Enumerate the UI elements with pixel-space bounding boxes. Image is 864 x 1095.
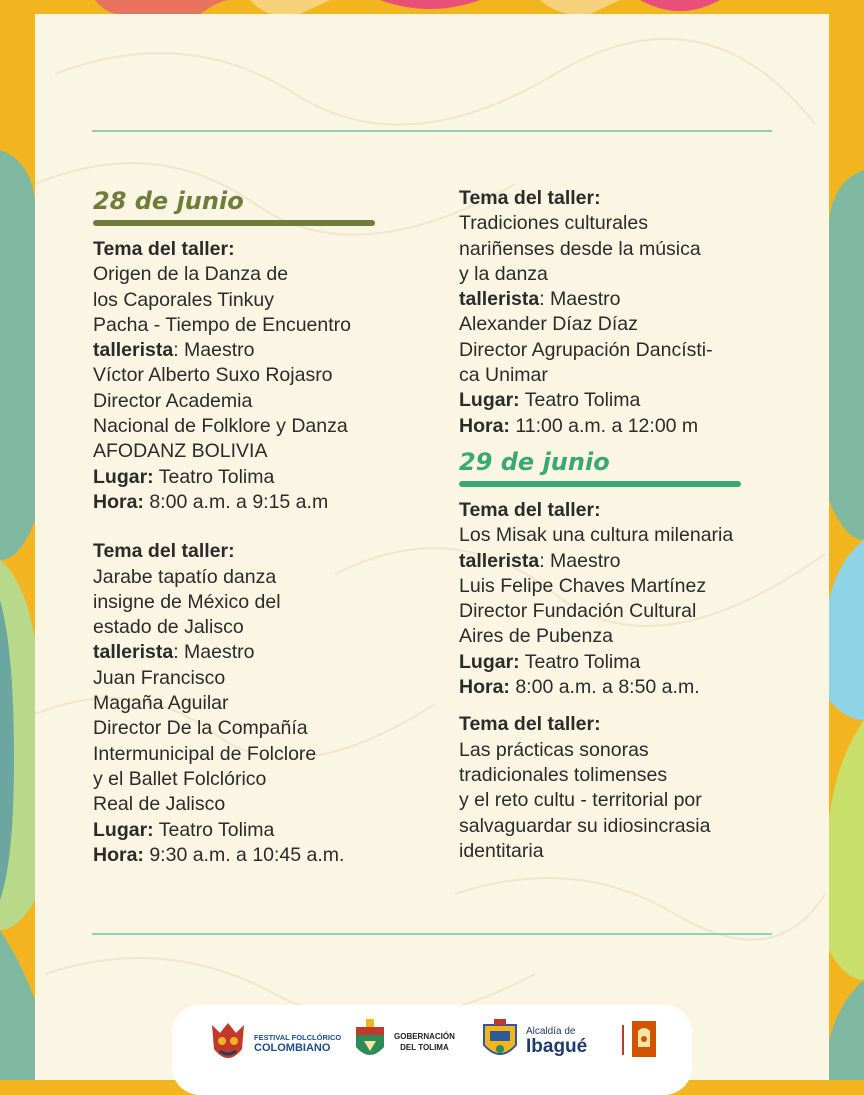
festival-line: COLOMBIANO <box>254 1042 331 1054</box>
topic-line: estado de Jalisco <box>93 616 244 639</box>
time-label: Hora: <box>93 843 144 866</box>
instructor-title: : Maestro <box>539 549 621 572</box>
workshop-block <box>459 712 789 864</box>
topic-line: y el reto cultu - territorial por <box>459 789 702 812</box>
detail-line: AFODANZ BOLIVIA <box>93 440 268 463</box>
place-label: Lugar: <box>459 650 520 673</box>
place-line <box>459 388 789 413</box>
topic-line: Las prácticas sonoras <box>459 738 649 761</box>
time-label: Hora: <box>459 414 510 437</box>
detail-line: Intermunicipal de Folclore <box>93 742 317 765</box>
place-label: Lugar: <box>93 465 154 488</box>
time-label: Hora: <box>93 490 144 513</box>
alcaldia-text <box>526 1026 587 1057</box>
time-line <box>459 414 789 439</box>
instructor-title: : Maestro <box>173 641 255 664</box>
topic-label: Tema del taller: <box>93 540 235 563</box>
instructor-line <box>459 549 789 574</box>
date-underline <box>93 220 375 226</box>
left-column <box>93 186 423 868</box>
place-line <box>93 465 423 490</box>
festival-logo <box>208 1021 341 1065</box>
alcaldia-line: Ibagué <box>526 1035 588 1057</box>
time-value: 8:00 a.m. a 9:15 a.m <box>143 490 329 513</box>
sponsor-footer <box>172 1005 692 1095</box>
instructor-title: : Maestro <box>539 288 621 311</box>
time-value: 8:00 a.m. a 8:50 a.m. <box>509 676 700 699</box>
festival-text <box>254 1032 341 1054</box>
festival-line: FESTIVAL FOLCLÓRICO <box>254 1033 342 1042</box>
time-value: 9:30 a.m. a 10:45 a.m. <box>143 843 345 866</box>
topic-label: Tema del taller: <box>459 498 601 521</box>
place-value: Teatro Tolima <box>519 389 641 412</box>
place-label: Lugar: <box>459 389 520 412</box>
date-heading: 28 de junio <box>93 187 244 215</box>
topic-line: Los Misak una cultura milenaria <box>459 524 734 547</box>
instructor-title: : Maestro <box>173 339 255 362</box>
place-line <box>459 650 789 675</box>
workshop-block <box>459 498 789 700</box>
topic-label: Tema del taller: <box>459 713 601 736</box>
detail-line: Alexander Díaz Díaz <box>459 313 638 336</box>
topic-line: los Caporales Tinkuy <box>93 288 275 311</box>
detail-line: Aires de Pubenza <box>459 625 613 648</box>
date-heading: 29 de junio <box>459 447 610 476</box>
topic-label: Tema del taller: <box>459 187 601 209</box>
instructor-line <box>93 640 423 665</box>
topic-line: Tradiciones culturales <box>459 212 648 235</box>
instructor-line <box>93 338 423 363</box>
detail-line: Director Fundación Cultural <box>459 600 697 623</box>
detail-line: Director Agrupación Dancísti- <box>459 338 713 361</box>
instructor-label: tallerista <box>93 641 174 664</box>
detail-line: Real de Jalisco <box>93 793 226 816</box>
detail-line: ca Unimar <box>459 364 548 387</box>
time-line <box>459 675 789 700</box>
detail-line: Magaña Aguilar <box>93 692 229 715</box>
ibague-shield-icon <box>480 1019 520 1063</box>
detail-line: Luis Felipe Chaves Martínez <box>459 574 707 597</box>
time-value: 11:00 a.m. a 12:00 m <box>509 414 699 437</box>
detail-line: y el Ballet Folclórico <box>93 767 267 790</box>
festival-mask-icon <box>208 1021 248 1065</box>
detail-line: Director De la Compañía <box>93 717 308 740</box>
place-value: Teatro Tolima <box>153 818 275 841</box>
topic-line: identitaria <box>459 839 544 862</box>
time-line <box>93 490 423 515</box>
gobernacion-text <box>394 1031 455 1053</box>
topic-line: y la danza <box>459 262 548 285</box>
place-line <box>93 818 423 843</box>
instructor-label: tallerista <box>93 339 174 362</box>
alcaldia-line: Alcaldía de <box>526 1025 576 1037</box>
workshop-block <box>93 237 423 515</box>
instructor-label: tallerista <box>459 549 540 572</box>
topic-line: tradicionales tolimenses <box>459 763 668 786</box>
time-label: Hora: <box>459 676 510 699</box>
gobernacion-line: GOBERNACIÓN <box>394 1032 455 1041</box>
instructor-line <box>459 287 789 312</box>
workshop-block <box>93 539 423 868</box>
place-label: Lugar: <box>93 818 154 841</box>
logo-separator <box>622 1025 624 1055</box>
detail-line: Director Academia <box>93 389 253 412</box>
instructor-label: tallerista <box>459 288 540 311</box>
municipal-emblem-icon <box>632 1021 656 1057</box>
gobernacion-line: DEL TOLIMA <box>400 1043 449 1052</box>
topic-line: Origen de la Danza de <box>93 263 289 286</box>
tolima-shield-icon <box>352 1019 388 1065</box>
topic-line: insigne de México del <box>93 590 281 613</box>
gobernacion-logo <box>352 1019 455 1065</box>
topic-line: Pacha - Tiempo de Encuentro <box>93 313 351 336</box>
place-value: Teatro Tolima <box>153 465 275 488</box>
detail-line: Juan Francisco <box>93 666 226 689</box>
alcaldia-logo <box>480 1019 587 1063</box>
detail-line: Víctor Alberto Suxo Rojasro <box>93 364 333 387</box>
topic-line: Jarabe tapatío danza <box>93 565 277 588</box>
time-line <box>93 843 423 868</box>
topic-label: Tema del taller: <box>93 238 235 260</box>
workshop-block <box>459 186 789 439</box>
place-value: Teatro Tolima <box>519 650 641 673</box>
right-column <box>459 186 789 864</box>
topic-line: nariñenses desde la música <box>459 237 701 260</box>
detail-line: Nacional de Folklore y Danza <box>93 415 348 438</box>
date-underline <box>459 481 741 487</box>
top-divider <box>92 130 772 132</box>
bottom-divider <box>92 933 772 935</box>
topic-line: salvaguardar su idiosincrasia <box>459 814 711 837</box>
